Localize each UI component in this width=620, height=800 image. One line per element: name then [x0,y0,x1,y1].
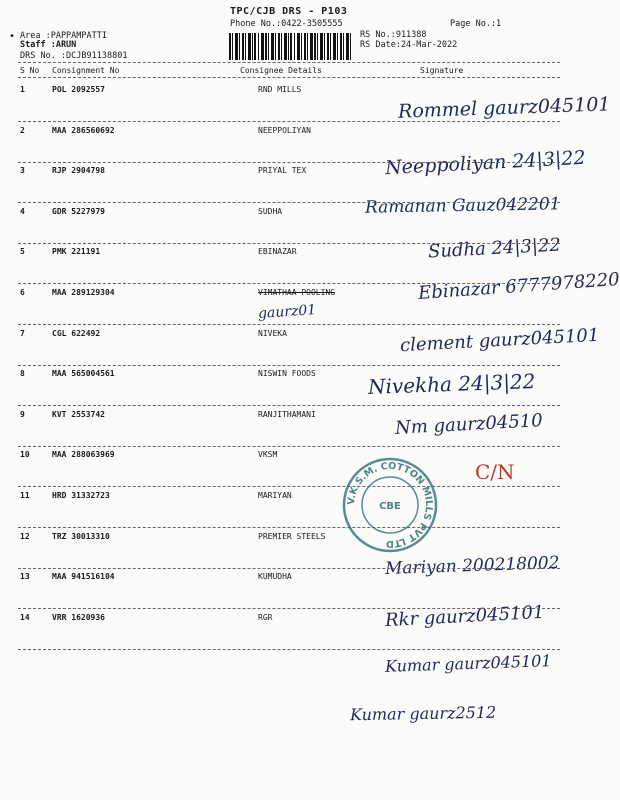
row-serial-number: 13 [20,572,30,581]
row-consignment-number: KVT 2553742 [52,410,105,419]
header-divider-bottom [18,77,560,78]
row-divider [18,446,560,447]
row-signature: Nm gaurz04510 [394,410,544,439]
row-divider [18,365,560,366]
row-consignment-number: PMK 221191 [52,247,101,256]
barcode [228,33,352,60]
row-signature: Rommel gaurz045101 [397,93,611,123]
row-consignment-number: HRD 31332723 [52,491,110,500]
header-divider-top [18,62,560,63]
rs-date: RS Date:24-Mar-2022 [360,40,458,50]
row-serial-number: 7 [20,329,25,338]
row-divider [18,405,560,406]
row-consignment-number: TRZ 30013310 [52,532,110,541]
page-number: Page No.:1 [450,19,502,29]
row-consignment-number: MAA 565004561 [52,369,115,378]
row-consignee-name: VKSM [258,450,278,459]
stamp-outer-text: V.K.S.M. COTTON MILLS PVT LTD [345,460,435,550]
phone-number: Phone No.:0422-3505555 [230,19,343,29]
row-consignee-name: PRIYAL TEX [258,166,307,175]
row-serial-number: 8 [20,369,25,378]
col-header-consignment: Consignment No [52,66,120,75]
area-field: Area :PAPPAMPATTI [20,31,107,41]
row-signature: C/N [475,460,515,484]
row-consignee-name: NISWIN FOODS [258,369,316,378]
row-divider [18,283,560,284]
row-signature: Rkr gaurz045101 [384,601,545,632]
row-serial-number: 2 [20,126,25,135]
row-signature: Ramanan Gauz042201 [364,194,561,218]
drs-number: DRS No. :DCJB91138801 [20,51,128,61]
row-consignment-number: POL 2092557 [52,85,105,94]
row-serial-number: 4 [20,207,25,216]
row-consignment-number: MAA 286560692 [52,126,115,135]
row-signature: Kumar gaurz045101 [384,651,552,676]
row-consignment-number: GDR 5227979 [52,207,105,216]
row-signature: Nivekha 24|3|22 [367,369,536,399]
row-signature: Ebinazar 6777978220 [417,268,620,305]
col-header-sno: S No [20,66,40,75]
row-divider [18,649,560,650]
row-signature: Kumar gaurz2512 [349,702,497,725]
row-consignee-name: RANJITHAMANI [258,410,316,419]
stamp-inner-text: CBE [379,501,401,512]
col-header-consignee: Consignee Details [240,66,322,75]
row-serial-number: 6 [20,288,25,297]
row-serial-number: 5 [20,247,25,256]
row-consignee-name: SUDHA [258,207,283,216]
row-consignment-number: MAA 941516104 [52,572,115,581]
row-consignment-number: VRR 1620936 [52,613,105,622]
row-consignment-number: MAA 288063969 [52,450,115,459]
row-consignee-name: EBINAZAR [258,247,297,256]
row-divider [18,568,560,569]
row-divider [18,162,560,163]
row-signature: Sudha 24|3|22 [427,234,562,263]
row-divider [18,243,560,244]
company-stamp [340,455,440,555]
row-serial-number: 14 [20,613,30,622]
row-divider [18,486,560,487]
row-serial-number: 1 [20,85,25,94]
rs-number: RS No.:911388 [360,30,427,40]
row-consignment-number: RJP 2904798 [52,166,105,175]
row-consignee-name: RGR [258,613,273,622]
row-serial-number: 3 [20,166,25,175]
row-consignee-name: RND MILLS [258,85,302,94]
row-consignment-number: CGL 622492 [52,329,101,338]
row-signature: Neeppoliyan 24|3|22 [384,146,587,180]
row-consignment-number: MAA 289129304 [52,288,115,297]
row-consignee-name: NEEPPOLIYAN [258,126,311,135]
row-serial-number: 10 [20,450,30,459]
row-divider [18,527,560,528]
col-header-signature: Signature [420,66,464,75]
row-divider [18,202,560,203]
row-signature: clement gaurz045101 [399,324,600,357]
row-divider [18,121,560,122]
row-divider [18,608,560,609]
row-consignee-name: MARIYAN [258,491,292,500]
row-handwritten-note: gaurz01 [257,301,317,323]
row-serial-number: 12 [20,532,30,541]
row-serial-number: 9 [20,410,25,419]
row-consignee-name: KUMUDHA [258,572,292,581]
hole-punch-mark: • [9,31,16,42]
row-serial-number: 11 [20,491,30,500]
document-title: TPC/CJB DRS - P103 [230,6,348,17]
row-consignee-name: PREMIER STEELS [258,532,326,541]
row-signature: Mariyan 200218002 [384,552,560,580]
row-consignee-name: NIVEKA [258,329,287,338]
row-divider [18,324,560,325]
row-consignee-name: VIMATHAA POOLING [258,288,336,297]
staff-field: Staff :ARUN [20,40,77,50]
